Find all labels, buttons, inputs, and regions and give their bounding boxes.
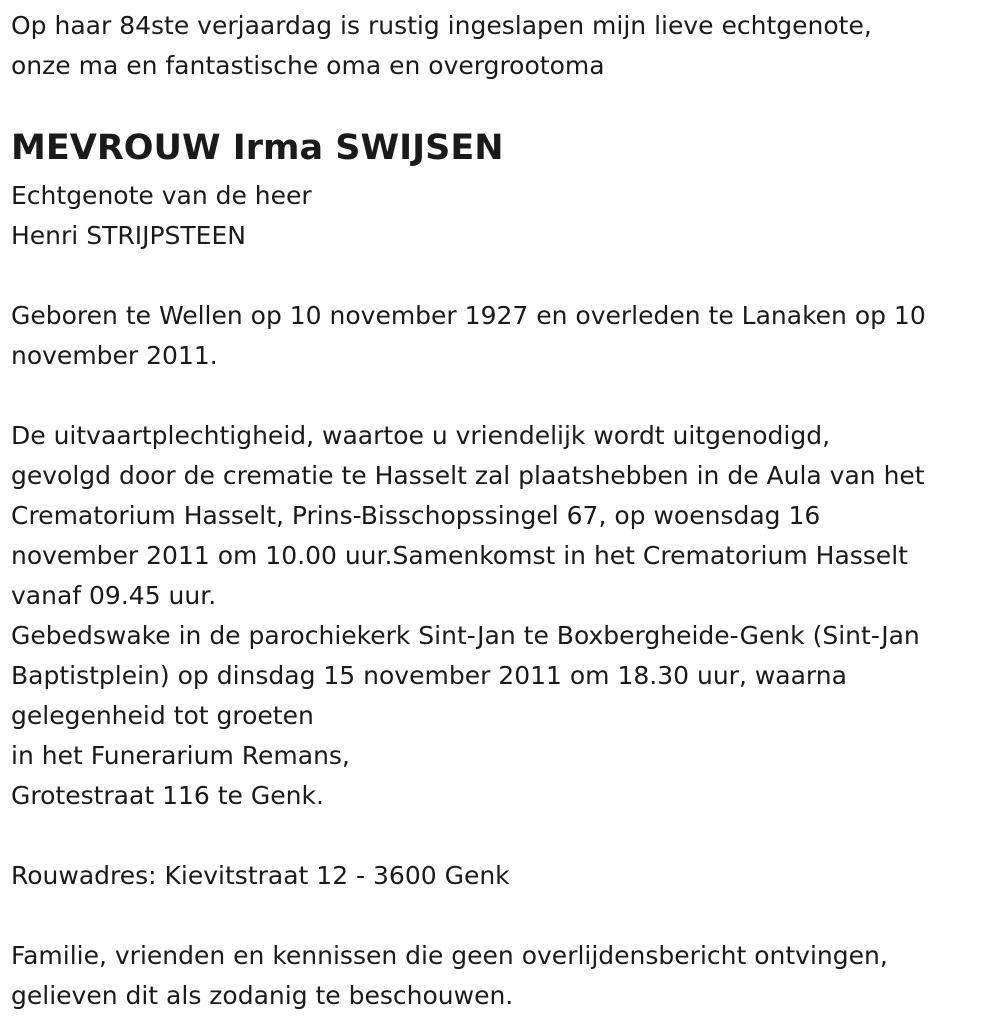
funeral-line: Baptistplein) op dinsdag 15 november 2011 om 18.30 uur, waarna	[11, 661, 847, 690]
funeral-paragraph	[11, 416, 991, 816]
intro-line: onze ma en fantastische oma en overgrootoma	[11, 51, 605, 80]
birth-death-paragraph	[11, 296, 991, 376]
funeral-line: Grotestraat 116 te Genk.	[11, 781, 324, 810]
deceased-name: MEVROUW Irma SWIJSEN	[11, 128, 504, 168]
closing-paragraph	[11, 936, 991, 1016]
mourning-address: Rouwadres: Kievitstraat 12 - 3600 Genk	[11, 861, 510, 890]
spacer	[11, 816, 991, 856]
funeral-line: Crematorium Hasselt, Prins-Bisschopssingel 67, op woensdag 16	[11, 501, 821, 530]
funeral-line: gelegenheid tot groeten	[11, 701, 314, 730]
funeral-line: november 2011 om 10.00 uur.Samenkomst in het Crematorium Hasselt	[11, 541, 908, 570]
funeral-line: gevolgd door de crematie te Hasselt zal plaatshebben in de Aula van het	[11, 461, 925, 490]
spacer	[11, 376, 991, 416]
birth-death-line: november 2011.	[11, 341, 218, 370]
intro-paragraph	[11, 6, 991, 86]
spouse-paragraph	[11, 176, 991, 256]
obituary-document	[11, 6, 991, 1016]
funeral-line: in het Funerarium Remans,	[11, 741, 350, 770]
closing-line: gelieven dit als zodanig te beschouwen.	[11, 981, 514, 1010]
spouse-line: Echtgenote van de heer	[11, 181, 312, 210]
spacer	[11, 256, 991, 296]
spouse-line: Henri STRIJPSTEEN	[11, 221, 246, 250]
spacer	[11, 896, 991, 936]
closing-line: Familie, vrienden en kennissen die geen overlijdensbericht ontvingen,	[11, 941, 888, 970]
funeral-line: De uitvaartplechtigheid, waartoe u vriendelijk wordt uitgenodigd,	[11, 421, 831, 450]
intro-line: Op haar 84ste verjaardag is rustig ingeslapen mijn lieve echtgenote,	[11, 11, 872, 40]
funeral-line: vanaf 09.45 uur.	[11, 581, 217, 610]
funeral-line: Gebedswake in de parochiekerk Sint-Jan te Boxbergheide-Genk (Sint-Jan	[11, 621, 920, 650]
birth-death-line: Geboren te Wellen op 10 november 1927 en overleden te Lanaken op 10	[11, 301, 926, 330]
